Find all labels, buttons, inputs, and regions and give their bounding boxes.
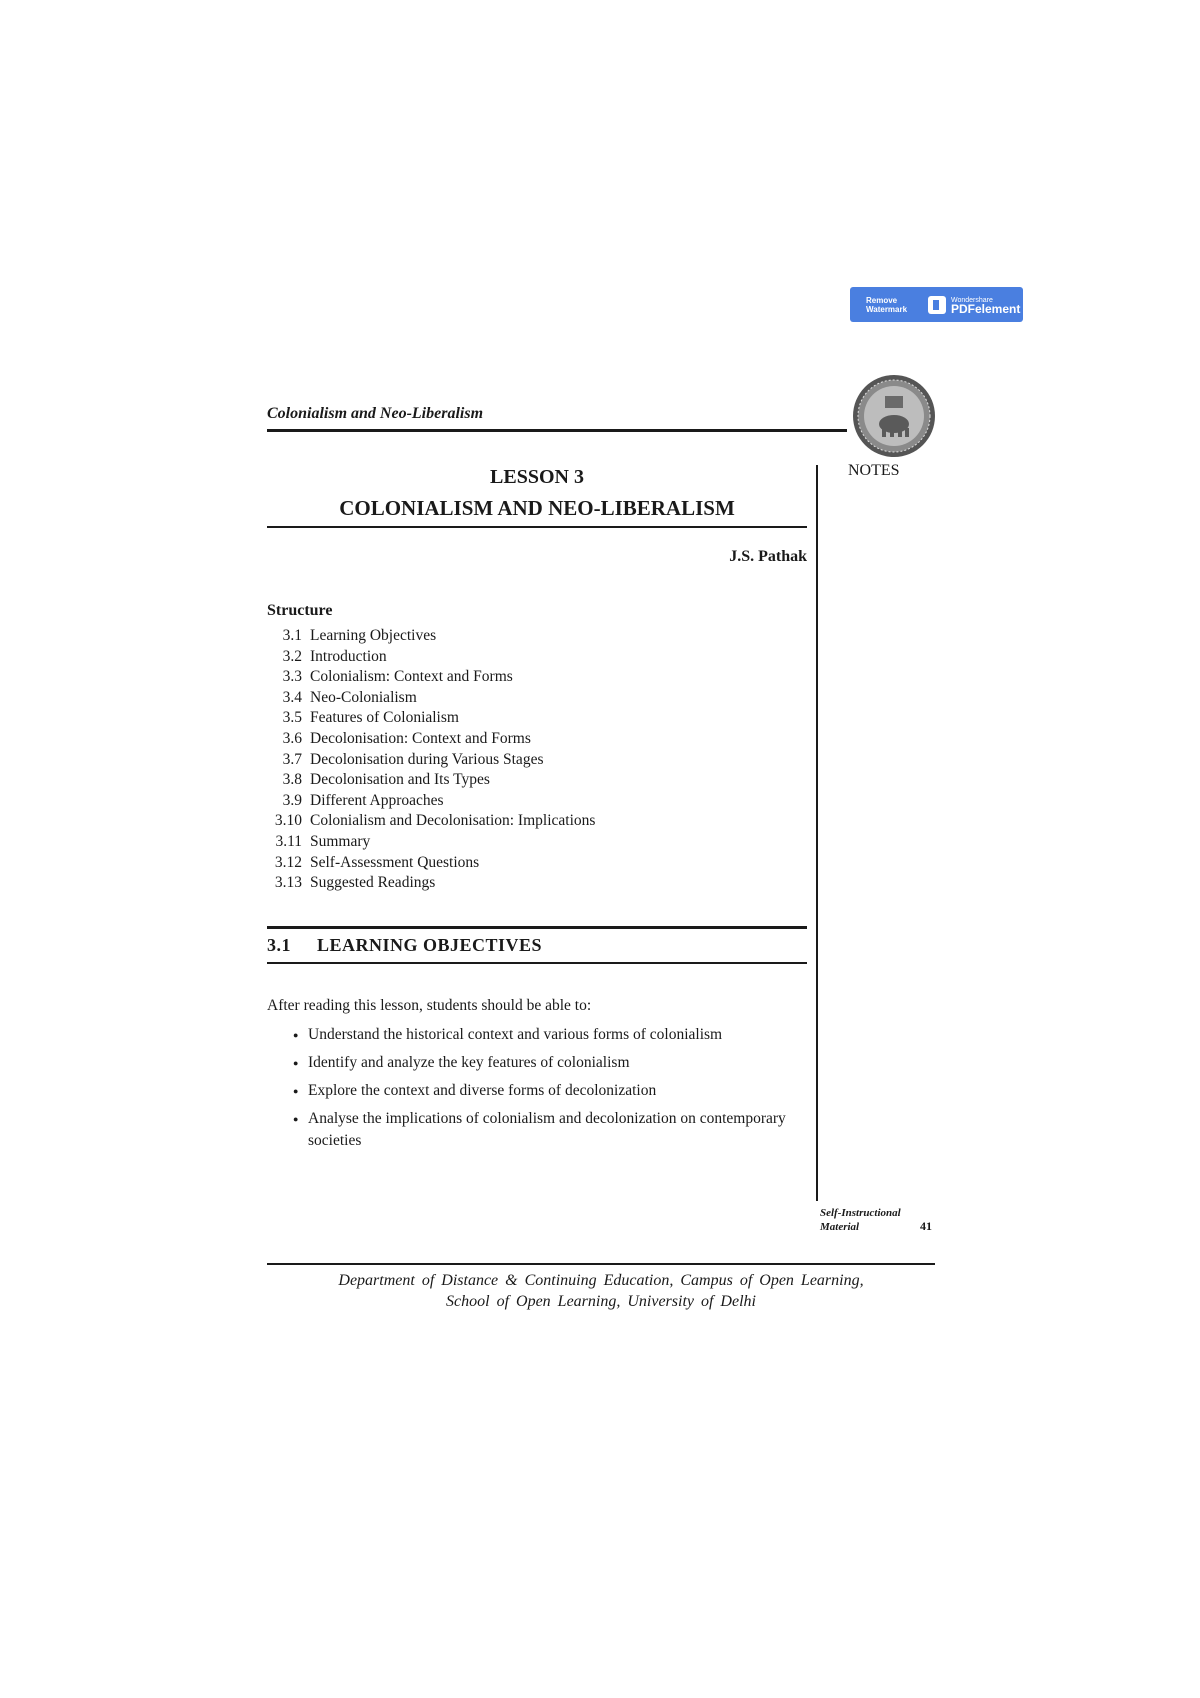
toc-item: 3.8 Decolonisation and Its Types xyxy=(282,771,490,789)
section-heading xyxy=(267,935,542,956)
toc-item: 3.3 Colonialism: Context and Forms xyxy=(282,668,513,686)
section-number: 3.1 xyxy=(267,935,291,955)
university-seal-icon xyxy=(852,374,936,458)
footer-line-1: Department of Distance & Continuing Education, Campus of Open Learning, xyxy=(338,1272,864,1289)
title-rule xyxy=(267,526,807,528)
toc-item: 3.2 Introduction xyxy=(282,647,387,665)
objective-item: ● Understand the historical context and various forms of colonialism xyxy=(293,1024,813,1046)
margin-vertical-rule xyxy=(816,465,818,1201)
structure-list xyxy=(267,626,807,894)
toc-item: 3.12 Self-Assessment Questions xyxy=(274,853,480,871)
lesson-title: COLONIALISM AND NEO-LIBERALISM xyxy=(339,496,735,520)
footer-line-2: School of Open Learning, University of Delhi xyxy=(446,1293,756,1310)
running-header-title: Colonialism and Neo-Liberalism xyxy=(267,405,484,422)
toc-item: 3.9 Different Approaches xyxy=(282,791,444,809)
toc-item: 3.5 Features of Colonialism xyxy=(282,709,459,727)
header-rule xyxy=(267,429,847,432)
section-title: LEARNING OBJECTIVES xyxy=(317,935,543,955)
toc-item: 3.10 Colonialism and Decolonisation: Implications xyxy=(274,812,596,830)
pdfelement-logo-icon xyxy=(928,296,946,314)
footer-text xyxy=(267,1270,935,1312)
section-rule-bottom xyxy=(267,962,807,964)
pdfelement-brand: Wondershare PDFelement xyxy=(951,296,1021,316)
objectives-list xyxy=(293,1024,813,1158)
remove-watermark-badge[interactable] xyxy=(850,287,1023,322)
remove-watermark-label[interactable]: Remove Watermark xyxy=(866,295,908,314)
structure-heading: Structure xyxy=(267,602,333,619)
toc-item: 3.6 Decolonisation: Context and Forms xyxy=(282,729,531,747)
toc-item: 3.1 Learning Objectives xyxy=(282,627,437,644)
toc-item: 3.13 Suggested Readings xyxy=(274,874,436,892)
lesson-number: LESSON 3 xyxy=(490,466,584,488)
footer-rule xyxy=(267,1263,935,1265)
objective-item: ● Analyse the implications of colonialism and decolonization on contemporary societies xyxy=(293,1108,813,1152)
author-name: J.S. Pathak xyxy=(729,548,807,565)
toc-item: 3.7 Decolonisation during Various Stages xyxy=(282,750,544,768)
self-instructional-label: Self-Instructional Material xyxy=(820,1207,901,1233)
section-rule-top xyxy=(267,926,807,929)
objective-item: ● Explore the context and diverse forms of decolonization xyxy=(293,1080,813,1102)
objective-item: ● Identify and analyze the key features of colonialism xyxy=(293,1052,813,1074)
toc-item: 3.4 Neo-Colonialism xyxy=(282,688,417,706)
notes-margin-label: NOTES xyxy=(848,462,900,479)
toc-item: 3.11 Summary xyxy=(275,832,371,850)
page-number: 41 xyxy=(920,1219,932,1233)
objectives-intro: After reading this lesson, students should be able to: xyxy=(267,997,592,1014)
